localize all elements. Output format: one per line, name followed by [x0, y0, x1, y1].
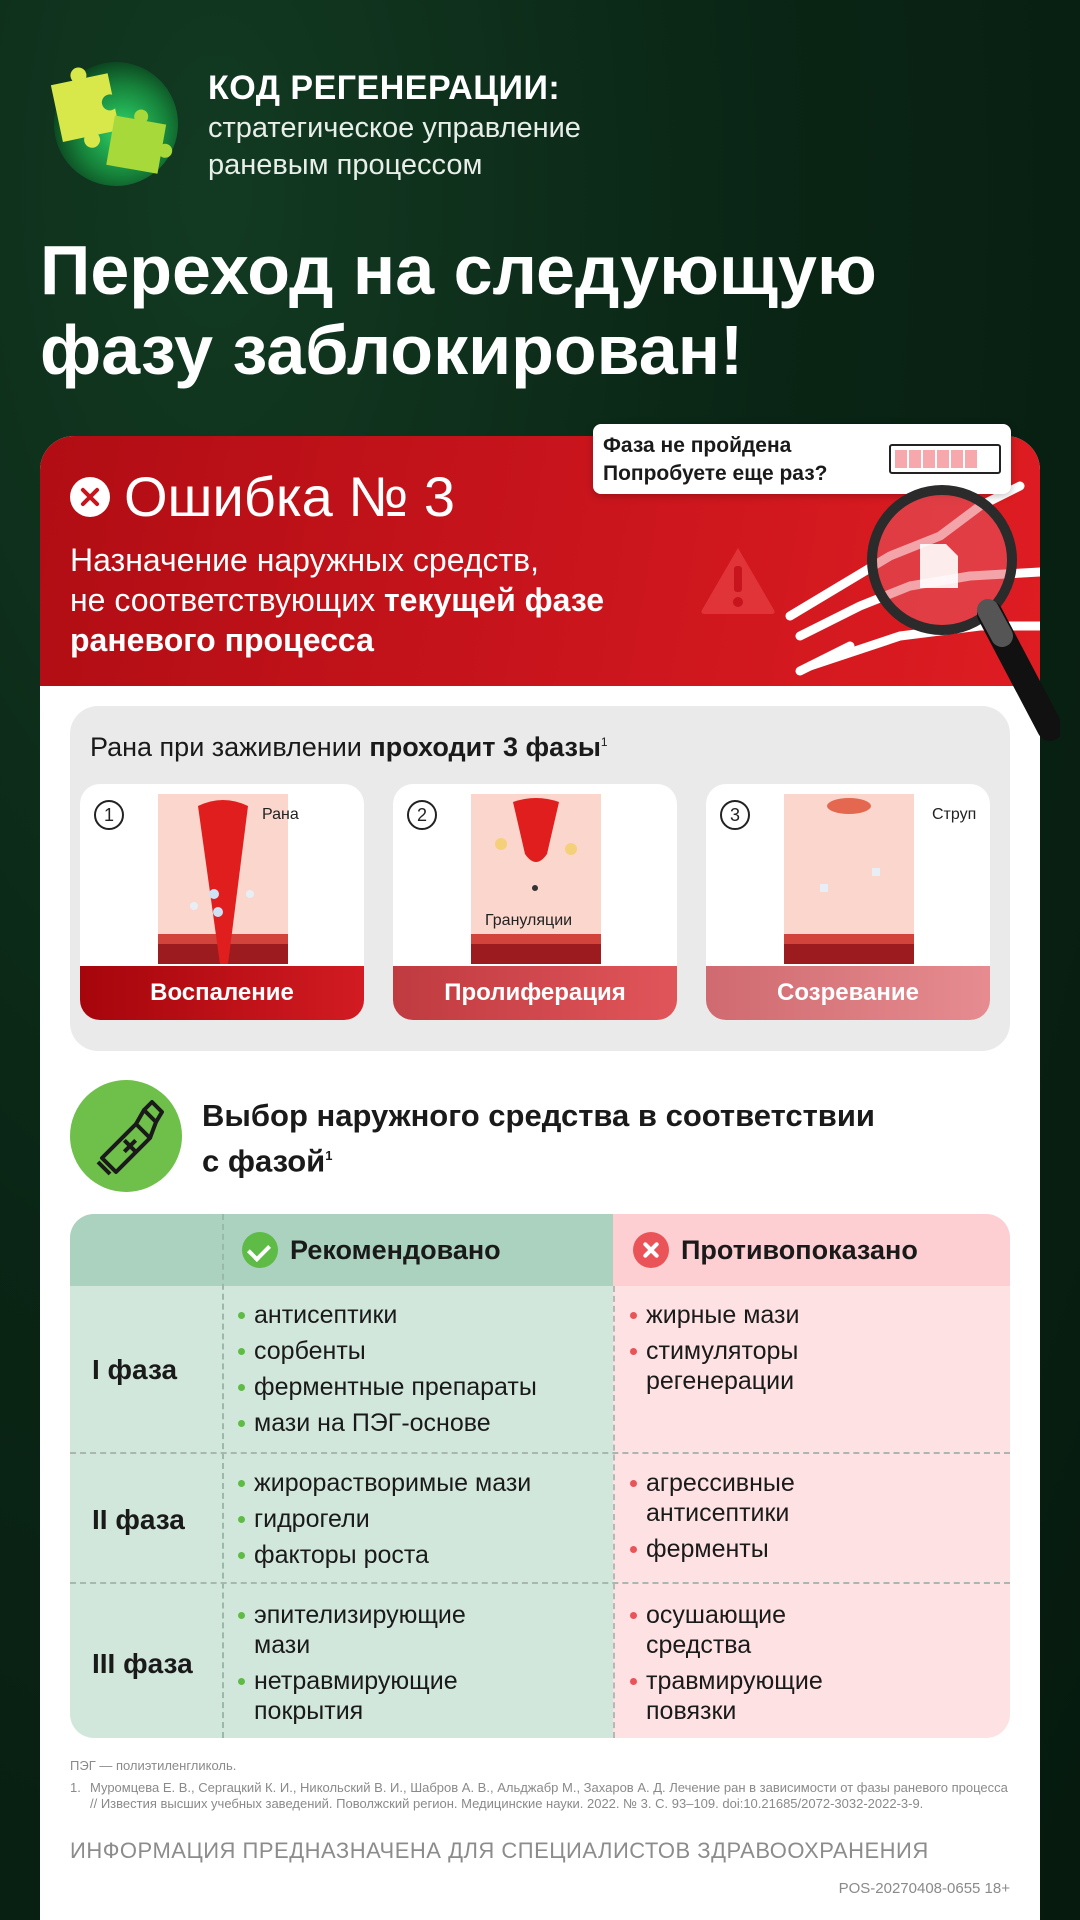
list-item: ферменты: [630, 1534, 830, 1564]
footnote-mark: 1: [325, 1148, 333, 1163]
selection-title-text: с фазой: [202, 1143, 326, 1179]
error-desc-line-1: Назначение наружных средств,: [70, 542, 540, 578]
error-desc-bold-2: раневого процесса: [70, 622, 374, 658]
contraindicated-list: [630, 1600, 850, 1732]
selection-title-line-1: Выбор наружного средства в соответствии: [202, 1098, 875, 1133]
list-item: мази на ПЭГ-основе: [238, 1408, 598, 1438]
contraindicated-list: [630, 1468, 830, 1570]
wound-maturation-illustration: [784, 794, 914, 964]
magnifying-glass-icon: [860, 478, 1060, 778]
phase-row-label: II фаза: [92, 1504, 185, 1535]
error-desc-line-2: [70, 580, 710, 620]
list-item: травмирующие повязки: [630, 1666, 850, 1726]
check-circle-icon: [242, 1232, 278, 1268]
list-item: ферментные препараты: [238, 1372, 598, 1402]
list-item: антисептики: [238, 1300, 598, 1330]
footnote-mark: 1: [600, 735, 608, 749]
phase-tile-maturation: [706, 784, 990, 1020]
progress-bar-icon: [889, 444, 1001, 474]
headline-line-2: фазу заблокирован!: [40, 311, 744, 389]
contraindicated-list: [630, 1300, 840, 1402]
phases-heading-plain: Рана при заживлении: [90, 732, 370, 762]
selection-title: [202, 1096, 1002, 1181]
recommendation-table: [70, 1214, 1010, 1738]
header-subtitle-1: стратегическое управление: [208, 112, 581, 144]
phases-heading: [90, 732, 608, 763]
list-item: гидрогели: [238, 1504, 608, 1534]
recommended-list: [238, 1600, 508, 1732]
phase-row-label: III фаза: [92, 1648, 193, 1679]
phase-number: 1: [94, 800, 124, 830]
phase-tile-inflammation: [80, 784, 364, 1020]
list-item: агрессивные антисептики: [630, 1468, 830, 1528]
list-item: факторы роста: [238, 1540, 608, 1570]
phase-label: Воспаление: [80, 966, 364, 1020]
error-title-row: [70, 462, 455, 532]
recommended-list: [238, 1468, 608, 1576]
contraindicated-header: [633, 1232, 918, 1268]
phase-tag: Струп: [932, 806, 977, 823]
professional-disclaimer: ИНФОРМАЦИЯ ПРЕДНАЗНАЧЕНА ДЛЯ СПЕЦИАЛИСТОВ ЗДРАВООХРАНЕНИЯ: [70, 1838, 929, 1863]
reference-number: 1.: [70, 1780, 81, 1795]
header-title: КОД РЕГЕНЕРАЦИИ:: [208, 69, 561, 107]
recommended-list: [238, 1300, 598, 1444]
phase-tag: Грануляции: [485, 912, 573, 929]
phase-number: 3: [720, 800, 750, 830]
divider: [613, 1286, 615, 1738]
badge-line-1: Фаза не пройдена: [603, 434, 792, 457]
document-code: POS-20270408-0655 18+: [838, 1880, 1010, 1897]
list-item: жирорастворимые мази: [238, 1468, 608, 1498]
list-item: эпителизирующие мази: [238, 1600, 508, 1660]
header-subtitle-2: раневым процессом: [208, 149, 483, 181]
badge-text: [603, 432, 828, 488]
reference-text: Муромцева Е. В., Сергацкий К. И., Никольский В. И., Шабров А. В., Альджабр М., Захаров А. Д. Лечение ран в зависимости от фазы раневого процесса // Известия высших учебных заведений. Поволжский регион. Медицинские науки. 2022. № 3. С. 93–109. doi:10.21685/2072-3032-2022-3-9.: [90, 1780, 1008, 1811]
contraindicated-label: Противопоказано: [681, 1234, 918, 1265]
recommended-label: Рекомендовано: [290, 1234, 501, 1265]
error-desc-bold: текущей фазе: [383, 582, 605, 618]
footnote-reference: [70, 1780, 1010, 1812]
phase-number: 2: [407, 800, 437, 830]
row-divider: [70, 1582, 1010, 1584]
row-divider: [70, 1452, 1010, 1454]
selection-title-line-2: [202, 1136, 1002, 1181]
ointment-tube-icon: [70, 1080, 182, 1192]
list-item: сорбенты: [238, 1336, 598, 1366]
phase-tile-proliferation: [393, 784, 677, 1020]
page-headline: [40, 230, 1040, 390]
error-desc-plain: не соответствующих: [70, 582, 384, 618]
close-circle-icon: [633, 1232, 669, 1268]
list-item: нетравмирующие покрытия: [238, 1666, 508, 1726]
recommended-header: [242, 1232, 501, 1268]
list-item: жирные мази: [630, 1300, 840, 1330]
error-description: [70, 540, 710, 660]
header: [48, 56, 1048, 196]
error-title: Ошибка № 3: [124, 465, 456, 528]
phase-label: Созревание: [706, 966, 990, 1020]
wound-proliferation-illustration: [471, 794, 601, 964]
list-item: осушающие средства: [630, 1600, 850, 1660]
divider: [222, 1214, 224, 1738]
phase-tag: Рана: [262, 806, 299, 823]
phase-label: Пролиферация: [393, 966, 677, 1020]
badge-line-2: Попробуете еще раз?: [603, 462, 828, 485]
list-item: стимуляторы регенерации: [630, 1336, 840, 1396]
puzzle-logo-icon: [48, 56, 178, 186]
error-desc-line-3: [70, 620, 710, 660]
phases-heading-bold: проходит 3 фазы: [369, 732, 601, 762]
headline-line-1: Переход на следующую: [40, 231, 877, 309]
close-circle-icon: [70, 477, 110, 517]
footnote-abbreviation: ПЭГ — полиэтиленгликоль.: [70, 1758, 237, 1773]
warning-triangle-icon: [698, 544, 778, 616]
phase-row-label: I фаза: [92, 1354, 178, 1385]
